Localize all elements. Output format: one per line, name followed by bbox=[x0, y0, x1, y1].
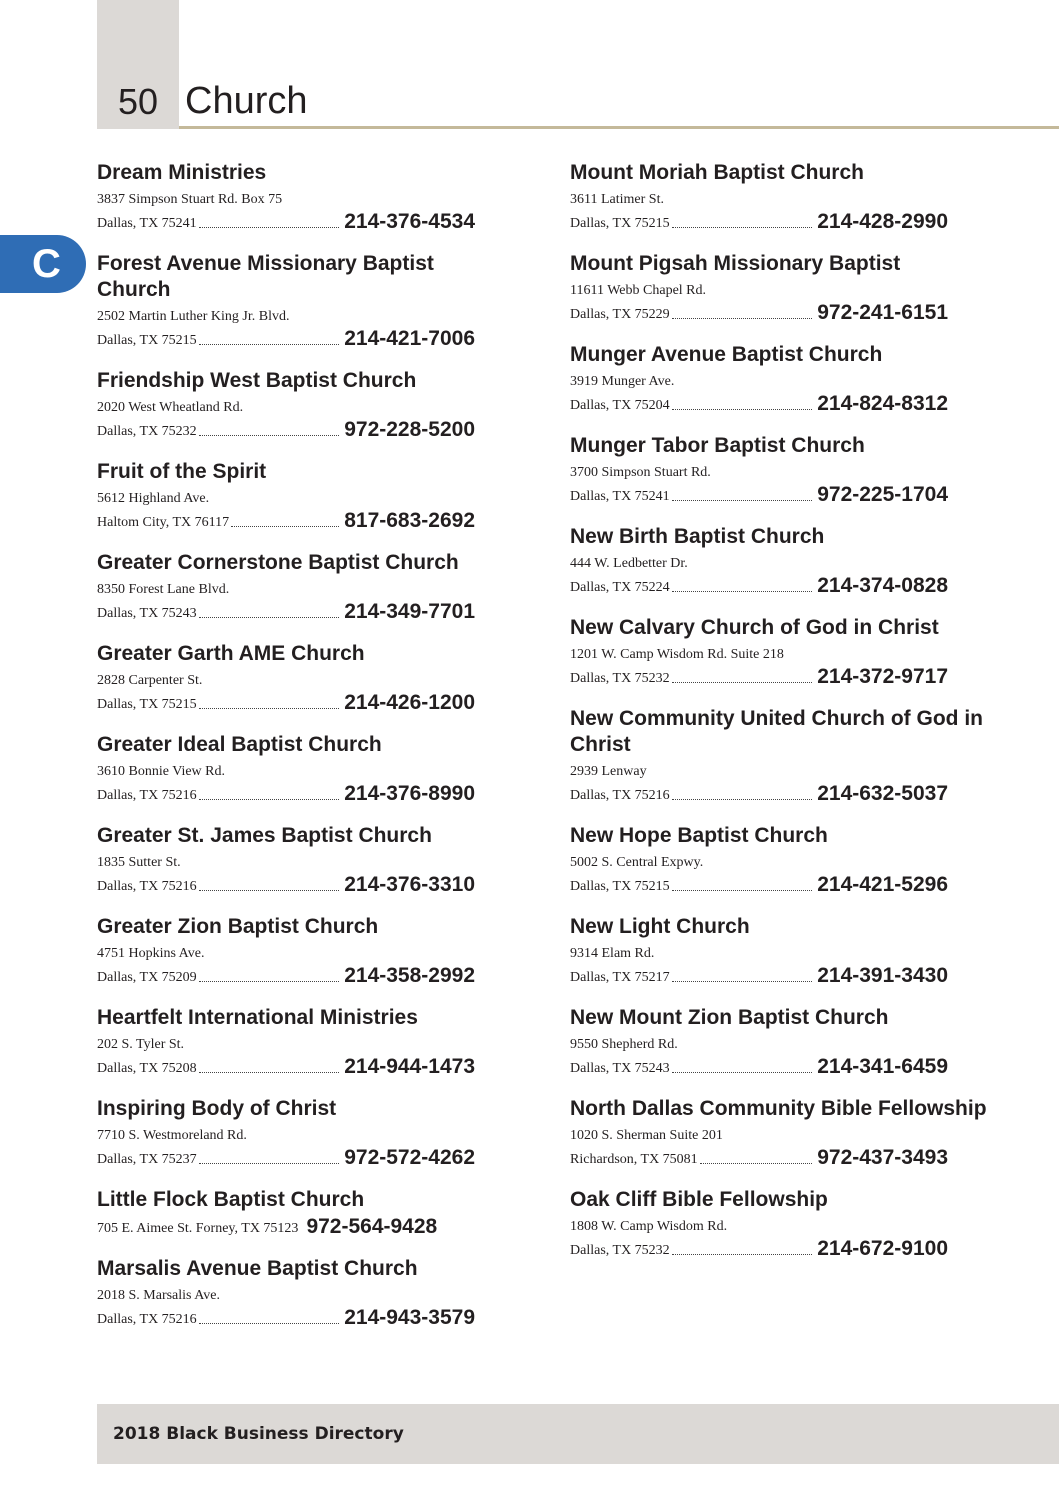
dot-leader bbox=[672, 1254, 813, 1255]
listing-address: 4751 Hopkins Ave. bbox=[97, 946, 205, 961]
listing-city: Dallas, TX 75217 bbox=[570, 970, 670, 985]
dot-leader bbox=[199, 617, 340, 618]
listing-address: 5612 Highland Ave. bbox=[97, 491, 210, 506]
dot-leader bbox=[199, 1163, 340, 1164]
listing-city: Dallas, TX 75216 bbox=[570, 788, 670, 803]
dot-leader bbox=[672, 318, 813, 319]
listing-name: Little Flock Baptist Church bbox=[97, 1188, 365, 1211]
listing-phone: 972-228-5200 bbox=[344, 418, 475, 441]
listing-city: Dallas, TX 75215 bbox=[570, 879, 670, 894]
listing-phone: 214-349-7701 bbox=[344, 600, 475, 623]
listing-phone: 214-391-3430 bbox=[817, 964, 948, 987]
listing-name: New Birth Baptist Church bbox=[570, 525, 825, 548]
listing-city: 705 E. Aimee St. Forney, TX 75123 bbox=[97, 1221, 299, 1236]
listing-name: North Dallas Community Bible Fellowship bbox=[570, 1097, 987, 1120]
listing-name: Mount Moriah Baptist Church bbox=[570, 161, 864, 184]
dot-leader bbox=[672, 799, 813, 800]
listing-column-left bbox=[97, 160, 477, 1347]
listing-entry bbox=[97, 1256, 477, 1330]
listing-entry bbox=[570, 1005, 990, 1079]
listing-city: Dallas, TX 75216 bbox=[97, 1312, 197, 1327]
listing-city-phone-row bbox=[97, 1215, 475, 1239]
listing-city-phone-row bbox=[97, 1306, 475, 1330]
listing-city-phone-row bbox=[97, 873, 475, 897]
listing-phone: 214-426-1200 bbox=[344, 691, 475, 714]
listing-phone: 214-421-7006 bbox=[344, 327, 475, 350]
listing-name: New Hope Baptist Church bbox=[570, 824, 828, 847]
listing-city-phone-row bbox=[97, 418, 475, 442]
listing-phone: 214-372-9717 bbox=[817, 665, 948, 688]
listing-name: New Light Church bbox=[570, 915, 750, 938]
listing-phone: 214-632-5037 bbox=[817, 782, 948, 805]
listing-entry bbox=[570, 1096, 990, 1170]
listing-phone: 972-437-3493 bbox=[817, 1146, 948, 1169]
listing-entry bbox=[97, 1005, 477, 1079]
listing-city-phone-row bbox=[97, 600, 475, 624]
listing-phone: 214-376-8990 bbox=[344, 782, 475, 805]
listing-city-phone-row bbox=[570, 1146, 948, 1170]
listing-city: Dallas, TX 75243 bbox=[97, 606, 197, 621]
footer-bar bbox=[97, 1404, 1059, 1464]
listing-city: Dallas, TX 75204 bbox=[570, 398, 670, 413]
listing-address: 3611 Latimer St. bbox=[570, 192, 664, 207]
listing-phone: 214-376-3310 bbox=[344, 873, 475, 896]
listing-city-phone-row bbox=[570, 483, 948, 507]
listing-entry bbox=[570, 823, 990, 897]
listing-name: Friendship West Baptist Church bbox=[97, 369, 417, 392]
listing-city-phone-row bbox=[570, 873, 948, 897]
listing-entry bbox=[97, 641, 477, 715]
listing-city: Dallas, TX 75229 bbox=[570, 307, 670, 322]
listing-phone: 817-683-2692 bbox=[344, 509, 475, 532]
listing-city-phone-row bbox=[570, 301, 948, 325]
listing-phone: 214-428-2990 bbox=[817, 210, 948, 233]
listing-entry bbox=[570, 706, 990, 806]
listing-name: Oak Cliff Bible Fellowship bbox=[570, 1188, 828, 1211]
dot-leader bbox=[199, 799, 340, 800]
dot-leader bbox=[199, 1072, 340, 1073]
listing-city-phone-row bbox=[570, 665, 948, 689]
listing-city-phone-row bbox=[97, 327, 475, 351]
listing-city: Richardson, TX 75081 bbox=[570, 1152, 698, 1167]
listing-address: 5002 S. Central Expwy. bbox=[570, 855, 704, 870]
listing-phone: 972-572-4262 bbox=[344, 1146, 475, 1169]
listing-phone: 972-564-9428 bbox=[306, 1215, 438, 1238]
listing-phone: 214-358-2992 bbox=[344, 964, 475, 987]
page-number: 50 bbox=[117, 81, 159, 122]
listing-city-phone-row bbox=[97, 509, 475, 533]
listing-address: 7710 S. Westmoreland Rd. bbox=[97, 1128, 247, 1143]
listing-phone: 214-376-4534 bbox=[344, 210, 475, 233]
listing-name: Mount Pigsah Missionary Baptist bbox=[570, 252, 901, 275]
listing-name: New Community United Church of God in Christ bbox=[570, 707, 983, 756]
listing-entry bbox=[97, 1096, 477, 1170]
listing-city: Dallas, TX 75216 bbox=[97, 879, 197, 894]
listing-entry bbox=[570, 1187, 990, 1261]
listing-name: Dream Ministries bbox=[97, 161, 267, 184]
listing-entry bbox=[97, 914, 477, 988]
listing-entry bbox=[570, 914, 990, 988]
listing-city-phone-row bbox=[570, 1055, 948, 1079]
listing-city-phone-row bbox=[570, 1237, 948, 1261]
listing-address: 9314 Elam Rd. bbox=[570, 946, 655, 961]
listing-city-phone-row bbox=[97, 1146, 475, 1170]
listing-phone: 214-672-9100 bbox=[817, 1237, 948, 1260]
listing-city-phone-row bbox=[97, 1055, 475, 1079]
listing-address: 3700 Simpson Stuart Rd. bbox=[570, 465, 711, 480]
listing-city: Dallas, TX 75241 bbox=[570, 489, 670, 504]
listing-city-phone-row bbox=[570, 964, 948, 988]
listing-name: Munger Avenue Baptist Church bbox=[570, 343, 883, 366]
listing-address: 444 W. Ledbetter Dr. bbox=[570, 556, 688, 571]
dot-leader bbox=[199, 344, 340, 345]
listing-city: Dallas, TX 75232 bbox=[570, 1243, 670, 1258]
dot-leader bbox=[700, 1163, 813, 1164]
listing-address: 2828 Carpenter St. bbox=[97, 673, 203, 688]
listing-name: New Mount Zion Baptist Church bbox=[570, 1006, 889, 1029]
listing-entry bbox=[570, 251, 990, 325]
listing-entry bbox=[97, 160, 477, 234]
listing-city: Dallas, TX 75232 bbox=[97, 424, 197, 439]
listing-name: Fruit of the Spirit bbox=[97, 460, 267, 483]
listing-address: 1808 W. Camp Wisdom Rd. bbox=[570, 1219, 728, 1234]
dot-leader bbox=[672, 500, 813, 501]
listing-city-phone-row bbox=[570, 392, 948, 416]
listing-entry bbox=[97, 732, 477, 806]
dot-leader bbox=[199, 708, 340, 709]
dot-leader bbox=[672, 1072, 813, 1073]
listing-city: Dallas, TX 75232 bbox=[570, 671, 670, 686]
listing-city: Dallas, TX 75241 bbox=[97, 216, 197, 231]
listing-city-phone-row bbox=[97, 782, 475, 806]
listing-city: Dallas, TX 75224 bbox=[570, 580, 670, 595]
listing-name: Heartfelt International Ministries bbox=[97, 1006, 418, 1029]
listing-address: 1835 Sutter St. bbox=[97, 855, 181, 870]
dot-leader bbox=[672, 981, 813, 982]
dot-leader bbox=[199, 227, 340, 228]
listing-name: Munger Tabor Baptist Church bbox=[570, 434, 865, 457]
listing-phone: 214-944-1473 bbox=[344, 1055, 475, 1078]
listing-city-phone-row bbox=[97, 691, 475, 715]
listing-phone: 214-341-6459 bbox=[817, 1055, 948, 1078]
section-letter-tab: C bbox=[0, 235, 86, 293]
listing-city-phone-row bbox=[570, 574, 948, 598]
listing-address: 2502 Martin Luther King Jr. Blvd. bbox=[97, 309, 290, 324]
listing-address: 3610 Bonnie View Rd. bbox=[97, 764, 226, 779]
page-title: Church bbox=[185, 80, 308, 122]
listing-entry bbox=[570, 160, 990, 234]
listing-address: 11611 Webb Chapel Rd. bbox=[570, 283, 707, 298]
listing-address: 2018 S. Marsalis Ave. bbox=[97, 1288, 221, 1303]
dot-leader bbox=[672, 227, 813, 228]
listing-entry bbox=[97, 823, 477, 897]
listing-column-right bbox=[570, 160, 990, 1278]
listing-name: Greater Ideal Baptist Church bbox=[97, 733, 382, 756]
listing-city-phone-row bbox=[570, 782, 948, 806]
listing-name: Inspiring Body of Christ bbox=[97, 1097, 337, 1120]
listing-name: Marsalis Avenue Baptist Church bbox=[97, 1257, 418, 1280]
listing-entry bbox=[97, 459, 477, 533]
listing-city: Haltom City, TX 76117 bbox=[97, 515, 230, 530]
listing-phone: 214-824-8312 bbox=[817, 392, 948, 415]
dot-leader bbox=[199, 1323, 340, 1324]
listing-address: 1201 W. Camp Wisdom Rd. Suite 218 bbox=[570, 647, 784, 662]
header-divider bbox=[179, 126, 1059, 129]
listing-phone: 972-225-1704 bbox=[817, 483, 948, 506]
listing-phone: 972-241-6151 bbox=[817, 301, 948, 324]
listing-entry bbox=[97, 368, 477, 442]
listing-address: 202 S. Tyler St. bbox=[97, 1037, 185, 1052]
listing-name: New Calvary Church of God in Christ bbox=[570, 616, 939, 639]
listing-name: Greater Garth AME Church bbox=[97, 642, 365, 665]
listing-phone: 214-943-3579 bbox=[344, 1306, 475, 1329]
dot-leader bbox=[199, 435, 340, 436]
dot-leader bbox=[672, 682, 813, 683]
listing-entry bbox=[570, 433, 990, 507]
dot-leader bbox=[672, 890, 813, 891]
listing-address: 2939 Lenway bbox=[570, 764, 647, 779]
listing-city-phone-row bbox=[97, 964, 475, 988]
listing-city: Dallas, TX 75216 bbox=[97, 788, 197, 803]
listing-city: Dallas, TX 75215 bbox=[570, 216, 670, 231]
dot-leader bbox=[199, 890, 340, 891]
listing-city-phone-row bbox=[570, 210, 948, 234]
dot-leader bbox=[672, 591, 813, 592]
listing-address: 3919 Munger Ave. bbox=[570, 374, 675, 389]
dot-leader bbox=[231, 526, 339, 527]
listing-city: Dallas, TX 75237 bbox=[97, 1152, 197, 1167]
listing-phone: 214-374-0828 bbox=[817, 574, 948, 597]
listing-address: 3837 Simpson Stuart Rd. Box 75 bbox=[97, 192, 283, 207]
listing-city: Dallas, TX 75208 bbox=[97, 1061, 197, 1076]
listing-address: 2020 West Wheatland Rd. bbox=[97, 400, 244, 415]
listing-address: 1020 S. Sherman Suite 201 bbox=[570, 1128, 723, 1143]
listing-name: Greater Zion Baptist Church bbox=[97, 915, 379, 938]
footer-title: 2018 Black Business Directory bbox=[113, 1424, 404, 1444]
listing-entry bbox=[570, 524, 990, 598]
listing-entry bbox=[97, 1187, 477, 1239]
listing-phone: 214-421-5296 bbox=[817, 873, 948, 896]
listing-address: 9550 Shepherd Rd. bbox=[570, 1037, 678, 1052]
listing-name: Forest Avenue Missionary Baptist Church bbox=[97, 252, 434, 301]
listing-city: Dallas, TX 75215 bbox=[97, 333, 197, 348]
listing-city-phone-row bbox=[97, 210, 475, 234]
dot-leader bbox=[672, 409, 813, 410]
listing-city: Dallas, TX 75209 bbox=[97, 970, 197, 985]
listing-address: 8350 Forest Lane Blvd. bbox=[97, 582, 230, 597]
listing-entry bbox=[97, 550, 477, 624]
dot-leader bbox=[199, 981, 340, 982]
listing-entry bbox=[570, 342, 990, 416]
listing-name: Greater St. James Baptist Church bbox=[97, 824, 432, 847]
listing-entry bbox=[97, 251, 477, 351]
listing-city: Dallas, TX 75243 bbox=[570, 1061, 670, 1076]
listing-city: Dallas, TX 75215 bbox=[97, 697, 197, 712]
listing-entry bbox=[570, 615, 990, 689]
listing-name: Greater Cornerstone Baptist Church bbox=[97, 551, 459, 574]
